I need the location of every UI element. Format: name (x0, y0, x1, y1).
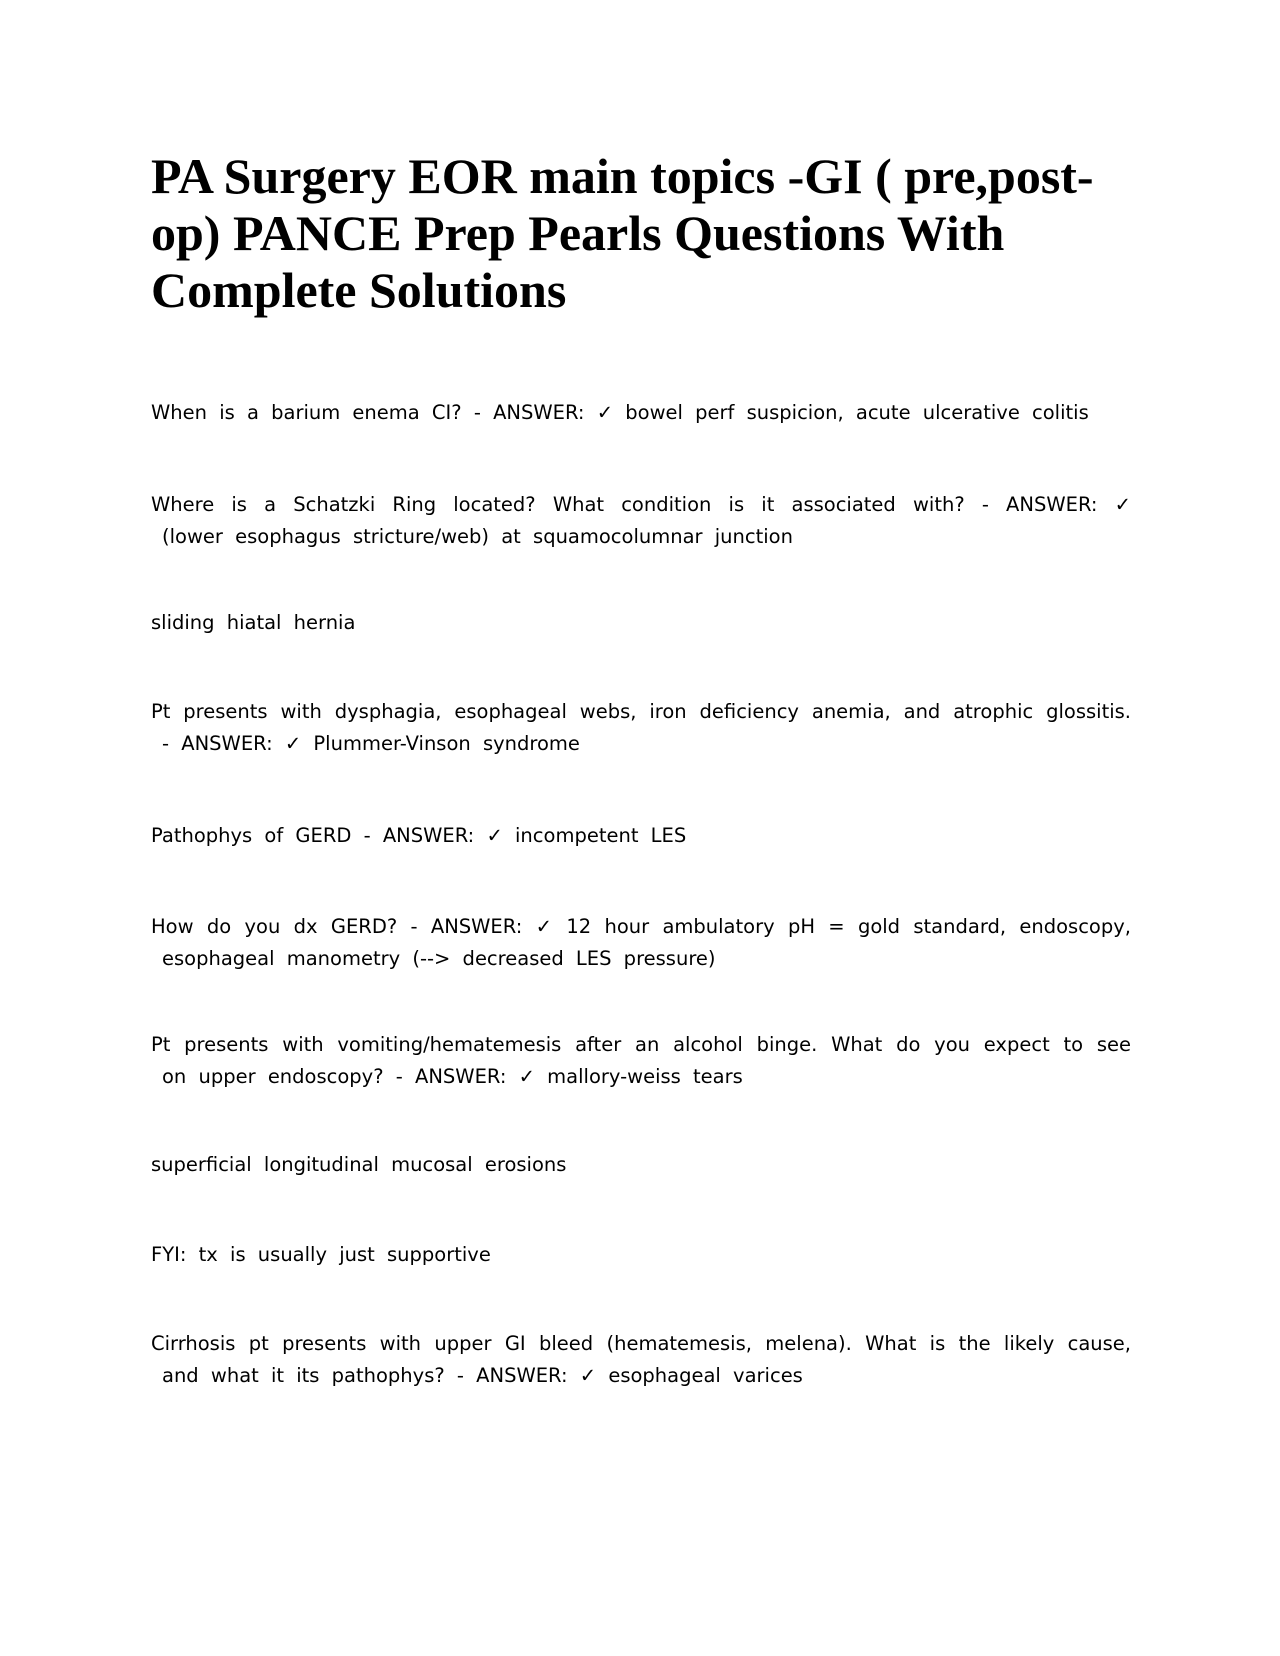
text-paragraph (151, 1149, 1131, 1181)
check-mark-icon: ✓ (535, 915, 554, 938)
qa-paragraph (151, 1029, 1131, 1093)
text-paragraph (151, 1239, 1131, 1271)
question-text: Cirrhosis pt presents with upper GI bleed (hematemesis, melena). What is the likely cause, and what it its pathophys? - ANSWER: (151, 1332, 1131, 1387)
check-mark-icon: ✓ (596, 401, 614, 424)
document-title: PA Surgery EOR main topics -GI ( pre,post-op) PANCE Prep Pearls Questions With Complete Solutions (151, 148, 1094, 318)
answer-text: Plummer-Vinson syndrome (313, 732, 580, 755)
question-text: Pt presents with dysphagia, esophageal webs, iron deficiency anemia, and atrophic glossitis. - ANSWER: (151, 700, 1131, 755)
qa-paragraph (151, 911, 1131, 975)
question-text: Pathophys of GERD - ANSWER: (151, 824, 475, 847)
answer-text: (lower esophagus stricture/web) at squamocolumnar junction (162, 525, 793, 548)
body-text: superficial longitudinal mucosal erosions (151, 1153, 567, 1176)
question-text: Pt presents with vomiting/hematemesis after an alcohol binge. What do you expect to see on upper endoscopy? - ANSWER: (151, 1033, 1131, 1088)
qa-paragraph (151, 696, 1131, 760)
qa-paragraph (151, 489, 1131, 553)
check-mark-icon: ✓ (518, 1065, 535, 1088)
answer-text: 12 hour ambulatory pH = gold standard, endoscopy, esophageal manometry (--> decreased LES pressure) (162, 915, 1131, 970)
text-paragraph (151, 607, 1131, 639)
answer-text: incompetent LES (515, 824, 687, 847)
body-text: sliding hiatal hernia (151, 611, 356, 634)
qa-paragraph (151, 1328, 1131, 1392)
answer-text: mallory-weiss tears (547, 1065, 743, 1088)
body-text: FYI: tx is usually just supportive (151, 1243, 491, 1266)
check-mark-icon: ✓ (579, 1364, 597, 1387)
check-mark-icon: ✓ (284, 732, 302, 755)
check-mark-icon: ✓ (1114, 493, 1131, 516)
answer-text: bowel perf suspicion, acute ulcerative colitis (625, 401, 1089, 424)
check-mark-icon: ✓ (486, 824, 503, 847)
question-text: Where is a Schatzki Ring located? What condition is it associated with? - ANSWER: (151, 493, 1098, 516)
question-text: How do you dx GERD? - ANSWER: (151, 915, 523, 938)
qa-paragraph (151, 397, 1131, 429)
qa-paragraph (151, 820, 1131, 852)
answer-text: esophageal varices (608, 1364, 803, 1387)
question-text: When is a barium enema CI? - ANSWER: (151, 401, 585, 424)
